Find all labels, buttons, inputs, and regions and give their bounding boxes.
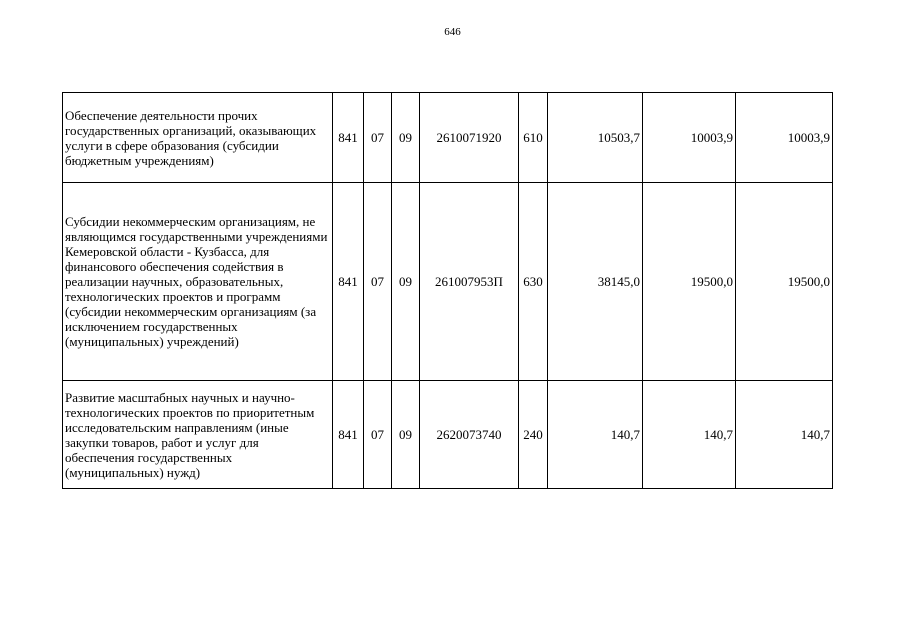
amount-value-2: 10003,9 [643, 93, 736, 183]
section-code: 07 [364, 93, 392, 183]
row-name: Субсидии некоммерческим организациям, не являющимся государственными учреждениями Кемеровской области - Кузбасса, для финансового обеспечения содействия в реализации научных, образовательных, технологических проектов и программ (субсидии некоммерческим организациям (за исключением государственных (муниципальных) учреждений) [63, 183, 333, 381]
grbs-code: 841 [333, 93, 364, 183]
row-name: Обеспечение деятельности прочих государственных организаций, оказывающих услуги в сфере образования (субсидии бюджетным учреждениям) [63, 93, 333, 183]
amount-value-3: 19500,0 [736, 183, 833, 381]
grbs-code: 841 [333, 183, 364, 381]
subsection-code: 09 [392, 93, 420, 183]
table-row [63, 93, 833, 183]
expense-type-code: 610 [519, 93, 548, 183]
amount-value-1: 10503,7 [548, 93, 643, 183]
target-article-code: 2610071920 [420, 93, 519, 183]
amount-value-3: 140,7 [736, 381, 833, 489]
table-row [63, 381, 833, 489]
section-code: 07 [364, 381, 392, 489]
page-number: 646 [444, 26, 461, 38]
target-article-code: 2620073740 [420, 381, 519, 489]
budget-table [62, 92, 833, 489]
amount-value-2: 19500,0 [643, 183, 736, 381]
amount-value-2: 140,7 [643, 381, 736, 489]
amount-value-3: 10003,9 [736, 93, 833, 183]
subsection-code: 09 [392, 183, 420, 381]
expense-type-code: 630 [519, 183, 548, 381]
amount-value-1: 38145,0 [548, 183, 643, 381]
expense-type-code: 240 [519, 381, 548, 489]
grbs-code: 841 [333, 381, 364, 489]
subsection-code: 09 [392, 381, 420, 489]
table-row [63, 183, 833, 381]
amount-value-1: 140,7 [548, 381, 643, 489]
section-code: 07 [364, 183, 392, 381]
target-article-code: 261007953П [420, 183, 519, 381]
row-name: Развитие масштабных научных и научно-технологических проектов по приоритетным исследовательским направлениям (иные закупки товаров, работ и услуг для обеспечения государственных (муниципальных) нужд) [63, 381, 333, 489]
